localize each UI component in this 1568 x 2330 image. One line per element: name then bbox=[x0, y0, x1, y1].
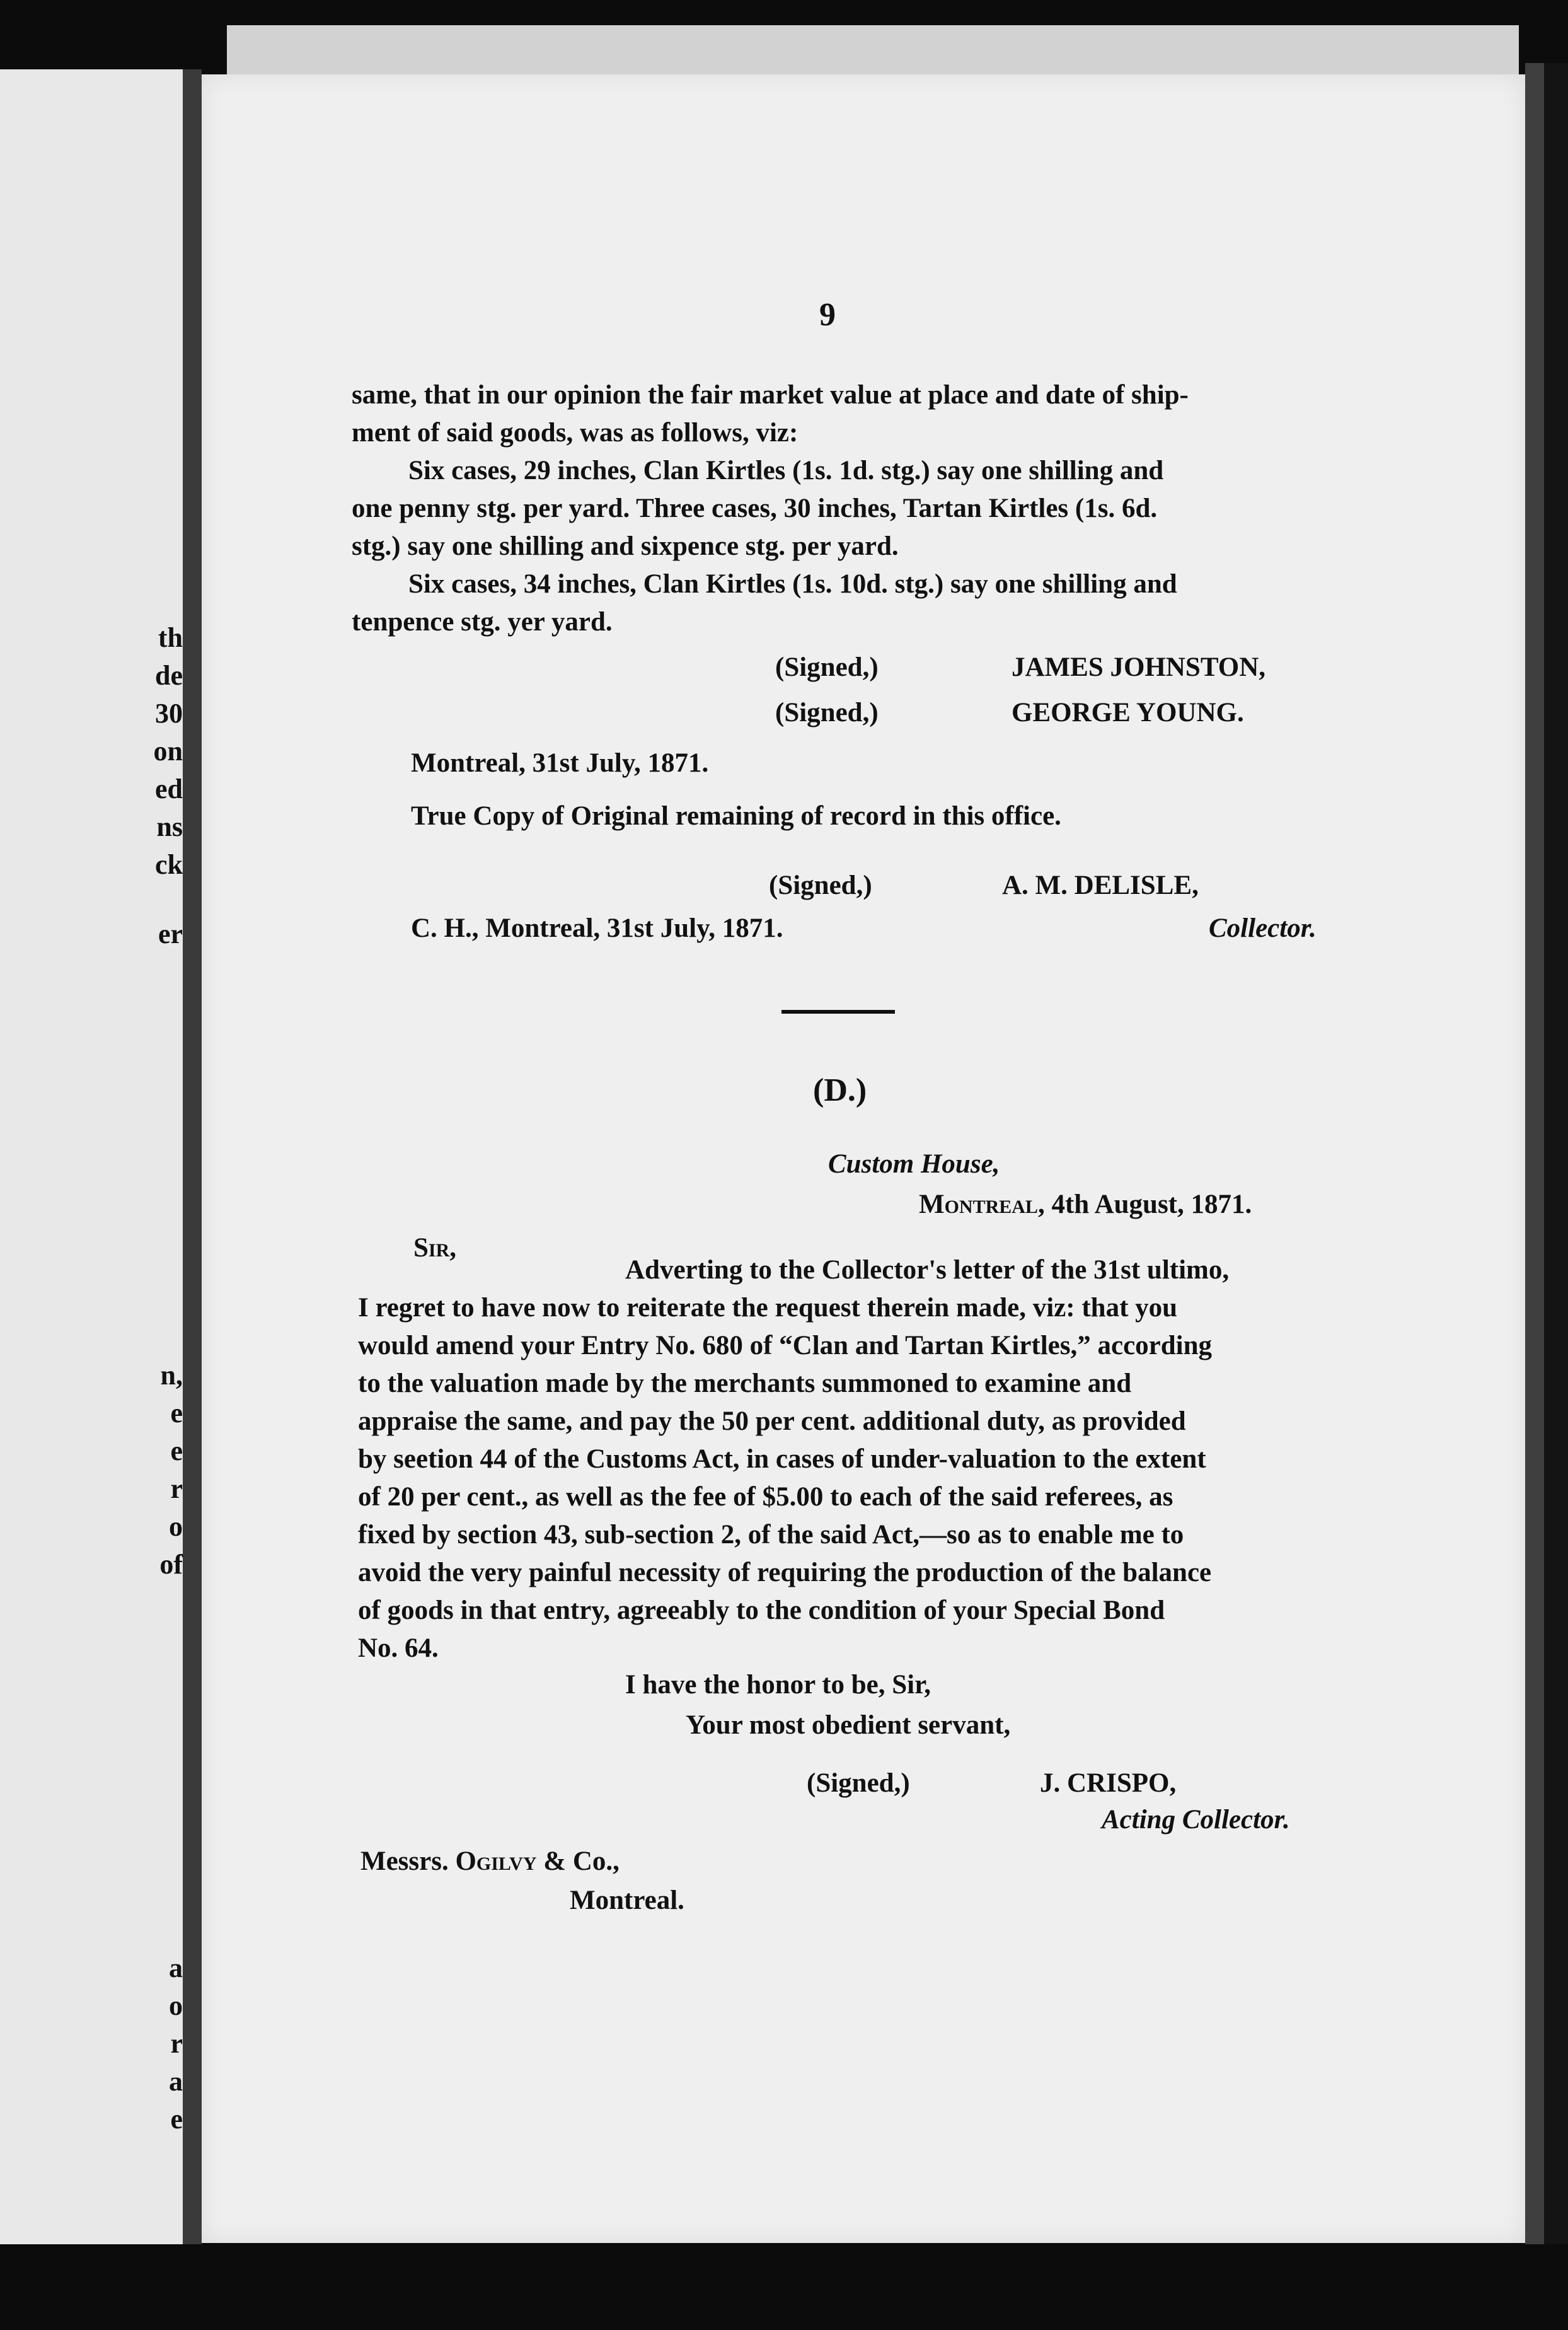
text-line: Six cases, 29 inches, Clan Kirtles (1s. 1d. stg.) say one shilling and bbox=[408, 456, 1164, 485]
text-line: same, that in our opinion the fair market value at place and date of ship- bbox=[352, 380, 1189, 410]
left-fragment: a bbox=[169, 1952, 183, 1983]
left-fragment: o bbox=[169, 1511, 183, 1542]
date-header bbox=[919, 1189, 1252, 1220]
city: Montreal, bbox=[919, 1190, 1045, 1219]
text-line: ment of said goods, was as follows, viz: bbox=[352, 418, 798, 448]
left-fragment: ns bbox=[156, 811, 183, 842]
addressee-city: Montreal. bbox=[570, 1886, 684, 1915]
page-edge-right bbox=[1525, 63, 1544, 2244]
collector-title: Collector. bbox=[1209, 913, 1317, 943]
left-fragment: r bbox=[170, 2028, 183, 2059]
letter-line: No. 64. bbox=[358, 1633, 439, 1663]
text-line: tenpence stg. yer yard. bbox=[352, 607, 613, 637]
page-top-strip bbox=[227, 25, 1519, 79]
page-number: 9 bbox=[819, 297, 836, 333]
text-line: one penny stg. per yard. Three cases, 30 inches, Tartan Kirtles (1s. 6d. bbox=[352, 494, 1158, 523]
signer-name: JAMES JOHNSTON, bbox=[1012, 652, 1265, 682]
section-heading: (D.) bbox=[813, 1072, 867, 1108]
closing-line: I have the honor to be, Sir, bbox=[625, 1670, 931, 1700]
scan-border-right bbox=[1544, 63, 1568, 2244]
letter-line: by seetion 44 of the Customs Act, in cases of under-valuation to the extent bbox=[358, 1444, 1206, 1474]
left-fragment: n, bbox=[160, 1360, 183, 1391]
section-divider bbox=[781, 1010, 895, 1014]
date-line: Montreal, 31st July, 1871. bbox=[411, 748, 709, 778]
left-fragment: r bbox=[170, 1473, 183, 1504]
letter-line: fixed by section 43, sub-section 2, of the said Act,—so as to enable me to bbox=[358, 1520, 1184, 1550]
left-fragment: er bbox=[158, 919, 183, 949]
left-fragment: 30 bbox=[155, 698, 183, 729]
letter-first-line: Adverting to the Collector's letter of the 31st ultimo, bbox=[625, 1255, 1230, 1285]
left-page bbox=[0, 69, 183, 2244]
place-line: Custom House, bbox=[828, 1149, 1000, 1179]
signer-name: GEORGE YOUNG. bbox=[1012, 698, 1244, 727]
ch-date-line: C. H., Montreal, 31st July, 1871. bbox=[411, 913, 783, 943]
letter-line: avoid the very painful necessity of requiring the production of the balance bbox=[358, 1558, 1212, 1587]
signer-name: J. CRISPO, bbox=[1040, 1768, 1177, 1798]
letter-date: 4th August, 1871. bbox=[1051, 1190, 1252, 1219]
addressee-suffix: & Co., bbox=[543, 1846, 620, 1876]
left-fragment: ed bbox=[155, 774, 183, 804]
letter-line: to the valuation made by the merchants summoned to examine and bbox=[358, 1369, 1132, 1398]
letter-line: of 20 per cent., as well as the fee of $5.00 to each of the said referees, as bbox=[358, 1482, 1173, 1512]
left-fragment: on bbox=[153, 736, 183, 767]
letter-line: would amend your Entry No. 680 of “Clan and Tartan Kirtles,” according bbox=[358, 1331, 1213, 1360]
text-line: Six cases, 34 inches, Clan Kirtles (1s. 10d. stg.) say one shilling and bbox=[408, 569, 1177, 599]
left-fragment: de bbox=[155, 660, 183, 691]
text-line: stg.) say one shilling and sixpence stg. per yard. bbox=[352, 531, 899, 561]
left-fragment: e bbox=[170, 1435, 183, 1466]
left-fragment: e bbox=[170, 1398, 183, 1429]
left-fragment: ck bbox=[155, 849, 183, 880]
letter-line: appraise the same, and pay the 50 per cent. additional duty, as provided bbox=[358, 1406, 1186, 1436]
book-gutter bbox=[183, 69, 202, 2244]
addressee-prefix: Messrs. bbox=[360, 1846, 449, 1876]
signer-title: Acting Collector. bbox=[1102, 1805, 1290, 1834]
left-fragment: a bbox=[169, 2066, 183, 2097]
closing-line: Your most obedient servant, bbox=[686, 1710, 1011, 1740]
scan-border-bottom bbox=[0, 2244, 1568, 2330]
salutation: Sir, bbox=[413, 1233, 457, 1263]
left-fragment: of bbox=[159, 1549, 183, 1580]
left-fragment: o bbox=[169, 1990, 183, 2021]
letter-line: of goods in that entry, agreeably to the condition of your Special Bond bbox=[358, 1596, 1165, 1625]
left-fragment: th bbox=[158, 622, 183, 653]
addressee-name: Ogilvy bbox=[455, 1846, 537, 1876]
addressee-line bbox=[360, 1846, 620, 1877]
signed-label: (Signed,) bbox=[807, 1768, 910, 1798]
true-copy-line: True Copy of Original remaining of record in this office. bbox=[411, 801, 1061, 831]
signed-label: (Signed,) bbox=[775, 698, 879, 727]
left-fragment: e bbox=[170, 2104, 183, 2135]
signed-label: (Signed,) bbox=[775, 652, 879, 682]
signed-label: (Signed,) bbox=[769, 871, 872, 900]
letter-line: I regret to have now to reiterate the request therein made, viz: that you bbox=[358, 1293, 1178, 1323]
collector-name: A. M. DELISLE, bbox=[1002, 871, 1199, 900]
